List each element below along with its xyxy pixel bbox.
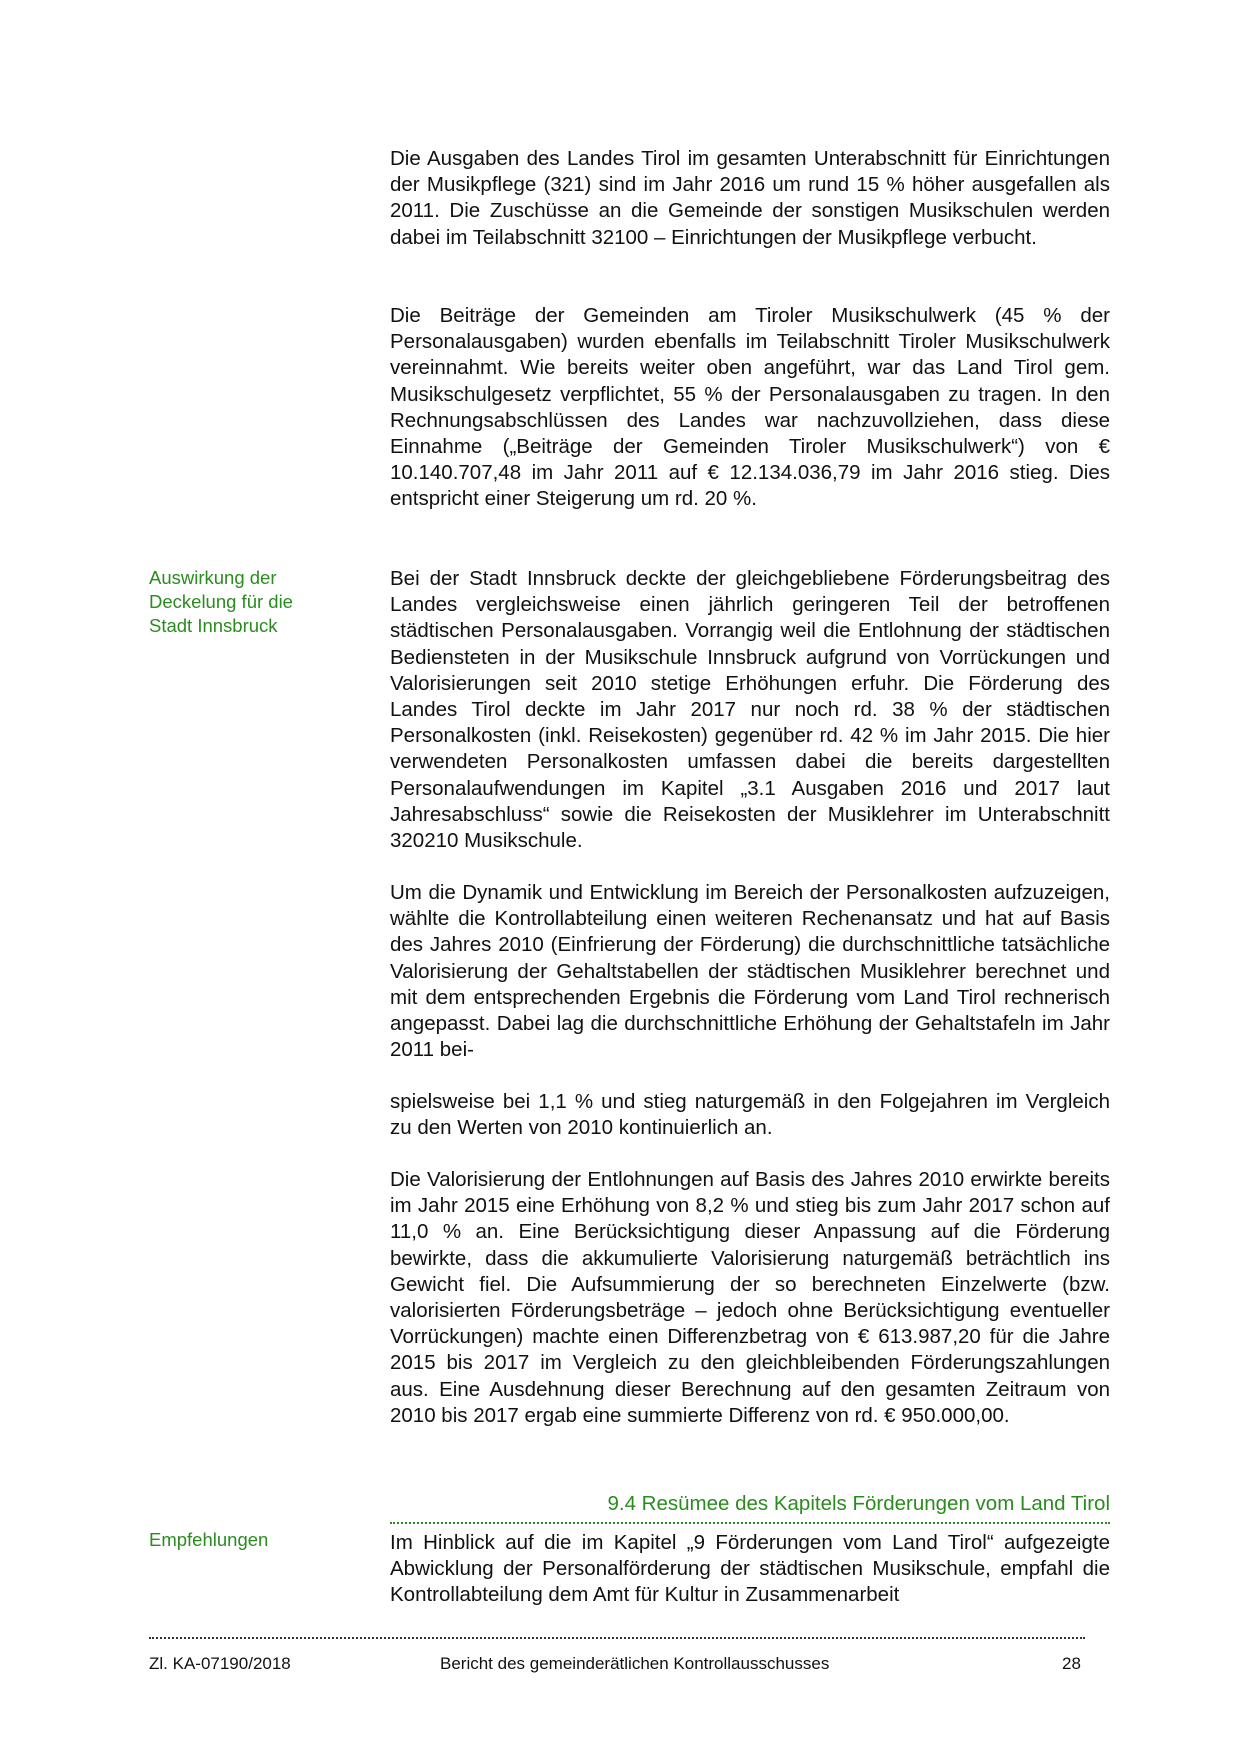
section-heading: 9.4 Resümee des Kapitels Förderungen vom Land Tirol [390, 1492, 1110, 1524]
side-note-empfehlungen: Empfehlungen [149, 1529, 269, 1550]
paragraph-ausgaben: Die Ausgaben des Landes Tirol im gesamten Unterabschnitt für Einrichtungen der Musikpflege (321) sind im Jahr 2016 um rund 15 % höher ausgefallen als 2011. Die Zuschüsse an die Gemeinde der sonstigen Musikschulen werden dabei im Teilabschnitt 32100 – Einrichtungen der Musikpflege verbucht. [390, 147, 1110, 249]
footer-report-title: Bericht des gemeinderätlichen Kontrollausschusses [440, 1654, 830, 1673]
paragraph-dynamik: Um die Dynamik und Entwicklung im Bereich der Personalkosten aufzuzeigen, wählte die Kontrollabteilung einen weiteren Rechenansatz und hat auf Basis des Jahres 2010 (Einfrierung der Förderung) die durchschnittliche tatsächliche Valorisierung der Gehaltstabellen der städtischen Musiklehrer berechnet und mit dem entsprechenden Ergebnis die Förderung vom Land Tirol rechnerisch angepasst. Dabei lag die durchschnittliche Erhöhung der Gehaltstafeln im Jahr 2011 bei- [390, 881, 1110, 1062]
paragraph-stadt-innsbruck: Bei der Stadt Innsbruck deckte der gleichgebliebene Förderungsbeitrag des Landes vergleichsweise einen jährlich geringeren Teil der betroffenen städtischen Personalausgaben. Vorrangig weil die Entlohnung der städtischen Bediensteten in der Musikschule Innsbruck aufgrund von Vorrückungen und Valorisierungen seit 2010 stetige Erhöhungen erfuhr. Die Förderung des Landes Tirol deckte im Jahr 2017 nur noch rd. 38 % der städtischen Personalkosten (inkl. Reisekosten) gegenüber rd. 42 % im Jahr 2015. Die hier verwendeten Personalkosten umfassen dabei die bereits dargestellten Personalaufwendungen im Kapitel „3.1 Ausgaben 2016 und 2017 laut Jahresabschluss“ sowie die Reisekosten der Musiklehrer im Unterabschnitt 320210 Musikschule. [390, 567, 1110, 853]
footer-page-number: 28 [1062, 1654, 1081, 1673]
side-note-auswirkung: Auswirkung der Deckelung für die Stadt Innsbruck [149, 567, 293, 636]
paragraph-empfehlungen: Im Hinblick auf die im Kapitel „9 Förderungen vom Land Tirol“ aufgezeigte Abwicklung der Personalförderung der städtischen Musikschule, empfahl die Kontrollabteilung dem Amt für Kultur in Zusammenarbeit [390, 1531, 1110, 1607]
paragraph-spielsweise: spielsweise bei 1,1 % und stieg naturgemäß in den Folgejahren im Vergleich zu den Werten von 2010 kontinuierlich an. [390, 1090, 1110, 1140]
footer-divider [149, 1637, 1085, 1639]
footer-reference: Zl. KA-07190/2018 [149, 1654, 291, 1673]
paragraph-beitraege: Die Beiträge der Gemeinden am Tiroler Musikschulwerk (45 % der Personalausgaben) wurden ebenfalls im Teilabschnitt Tiroler Musikschulwerk vereinnahmt. Wie bereits weiter oben angeführt, war das Land Tirol gem. Musikschulgesetz verpflichtet, 55 % der Personalausgaben zu tragen. In den Rechnungsabschlüssen des Landes war nachzuvollziehen, dass diese Einnahme („Beiträge der Gemeinden Tiroler Musikschulwerk“) von € 10.140.707,48 im Jahr 2011 auf € 12.134.036,79 im Jahr 2016 stieg. Dies entspricht einer Steigerung um rd. 20 %. [390, 304, 1110, 511]
paragraph-valorisierung: Die Valorisierung der Entlohnungen auf Basis des Jahres 2010 erwirkte bereits im Jahr 2015 eine Erhöhung von 8,2 % und stieg bis zum Jahr 2017 schon auf 11,0 % an. Eine Berücksichtigung dieser Anpassung auf die Förderung bewirkte, dass die akkumulierte Valorisierung naturgemäß beträchtlich ins Gewicht fiel. Die Aufsummierung der so berechneten Einzelwerte (bzw. valorisierten Förderungsbeträge – jedoch ohne Berücksichtigung eventueller Vorrückungen) machte einen Differenzbetrag von € 613.987,20 für die Jahre 2015 bis 2017 im Vergleich zu den gleichbleibenden Förderungszahlungen aus. Eine Ausdehnung dieser Berechnung auf den gesamten Zeitraum von 2010 bis 2017 ergab eine summierte Differenz von rd. € 950.000,00. [390, 1168, 1110, 1427]
